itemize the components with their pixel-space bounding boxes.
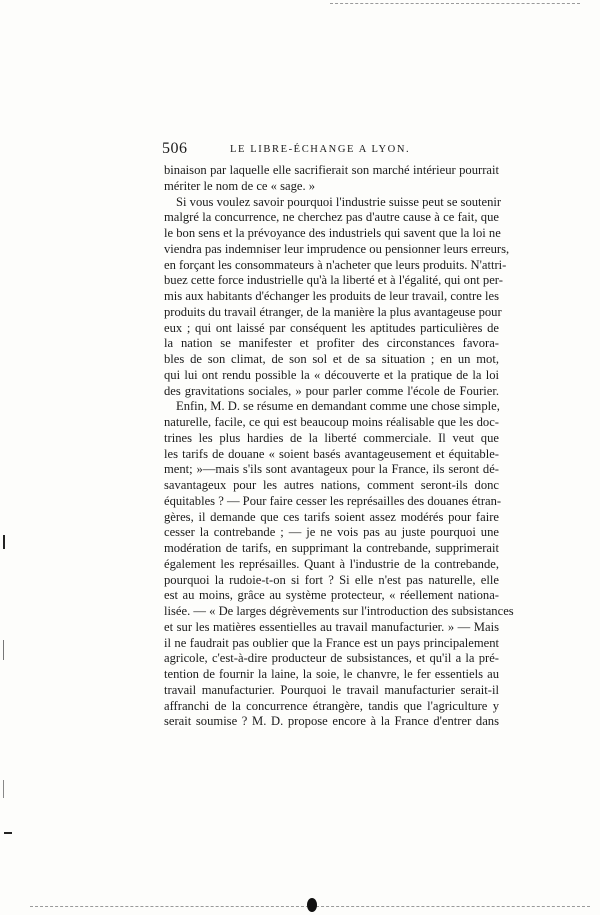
scan-margin-mark <box>3 640 4 660</box>
text-line: eux ; qui ont laissé par conséquent les aptitudes particulières de <box>164 320 499 335</box>
text-line: trines les plus hardies de la liberté commerciale. Il veut que <box>164 430 499 445</box>
text-line: cesser la contrebande ; — je ne vois pas au juste pourquoi une <box>164 525 499 540</box>
text-line: en forçant les consommateurs à n'acheter que leurs produits. N'attri- <box>164 257 507 272</box>
text-line: mis aux habitants d'échanger les produits de leur travail, contre les <box>164 289 499 303</box>
text-line: le bon sens et la prévoyance des industriels qui savent que la loi ne <box>164 226 501 240</box>
text-line: mériter le nom de ce « sage. » <box>164 178 316 193</box>
text-line: et sur les matières essentielles au travail manufacturier. » — Mais <box>164 619 499 634</box>
running-title: LE LIBRE-ÉCHANGE A LYON. <box>230 144 411 155</box>
text-line: savantageux pour les autres nations, comment seront-ils donc <box>164 478 499 492</box>
text-line: ment; »—mais s'ils sont avantageux pour la France, ils seront dé- <box>164 462 499 477</box>
text-line: également les représailles. Quant à l'industrie de la contrebande, <box>164 556 499 571</box>
text-line: serait soumise ? M. D. propose encore à la France d'entrer dans <box>164 714 499 729</box>
text-line: Si vous voulez savoir pourquoi l'industrie suisse peut se soutenir <box>176 194 502 209</box>
text-line: modération de tarifs, en supprimant la contrebande, supprimerait <box>164 541 499 555</box>
text-line: est au moins, grâce au système protecteur, « réellement nationa- <box>164 588 499 603</box>
text-line: il ne faudrait pas oublier que la France est un pays principalement <box>164 635 499 650</box>
text-line: gères, il demande que ces tarifs soient assez modérés pour faire <box>164 509 499 524</box>
page-number: 506 <box>162 140 188 157</box>
text-line: affranchi de la concurrence étrangère, tandis que l'agriculture y <box>164 698 499 713</box>
text-line: bles de son climat, de son sol et de sa situation ; en un mot, <box>164 352 499 366</box>
text-line: naturelle, facile, ce qui est beaucoup moins réalisable que les doc- <box>164 415 499 429</box>
text-line: les tarifs de douane « soient basés avantageusement et équitable- <box>164 446 499 461</box>
text-line: Enfin, M. D. se résume en demandant comme une chose simple, <box>176 399 500 414</box>
text-line: travail manufacturier. Pourquoi le travail manufacturier serait-il <box>164 682 499 697</box>
ink-blot <box>307 898 317 912</box>
body-text <box>164 163 514 730</box>
text-line: agricole, c'est-à-dire producteur de subsistances, et qu'il a la pré- <box>164 651 499 666</box>
text-line: pourquoi la rudoie-t-on si fort ? Si elle n'est pas naturelle, elle <box>164 572 499 587</box>
scan-edge-top <box>330 3 580 5</box>
scan-margin-mark <box>4 832 12 834</box>
page-header <box>162 140 498 160</box>
scan-margin-mark <box>3 535 5 549</box>
text-line: qui lui ont rendu possible la « découverte et la pratique de la loi <box>164 367 499 382</box>
text-line: tention de fournir la laine, la soie, le chanvre, le fer essentiels au <box>164 667 499 681</box>
text-line: lisée. — « De larges dégrèvements sur l'introduction des subsistances <box>164 604 514 618</box>
text-line: des gravitations sociales, » pour parler comme l'école de Fourier. <box>164 383 499 398</box>
text-line: viendra pas indemniser leur imprudence ou pensionner leurs erreurs, <box>164 241 510 256</box>
text-line: malgré la concurrence, ne cherchez pas d'autre cause à ce fait, que <box>164 210 499 225</box>
text-line: buez cette force industrielle qu'à la liberté et à l'égalité, qui ont per- <box>164 273 503 288</box>
text-line: la nation se manifester et profiter des circonstances favora- <box>164 336 499 351</box>
text-line: équitables ? — Pour faire cesser les représailles des douanes étran- <box>164 493 502 508</box>
text-line: binaison par laquelle elle sacrifierait son marché intérieur pourrait <box>164 163 499 177</box>
text-line: produits du travail étranger, de la manière la plus avantageuse pour <box>164 304 502 319</box>
scan-margin-mark <box>3 780 4 798</box>
